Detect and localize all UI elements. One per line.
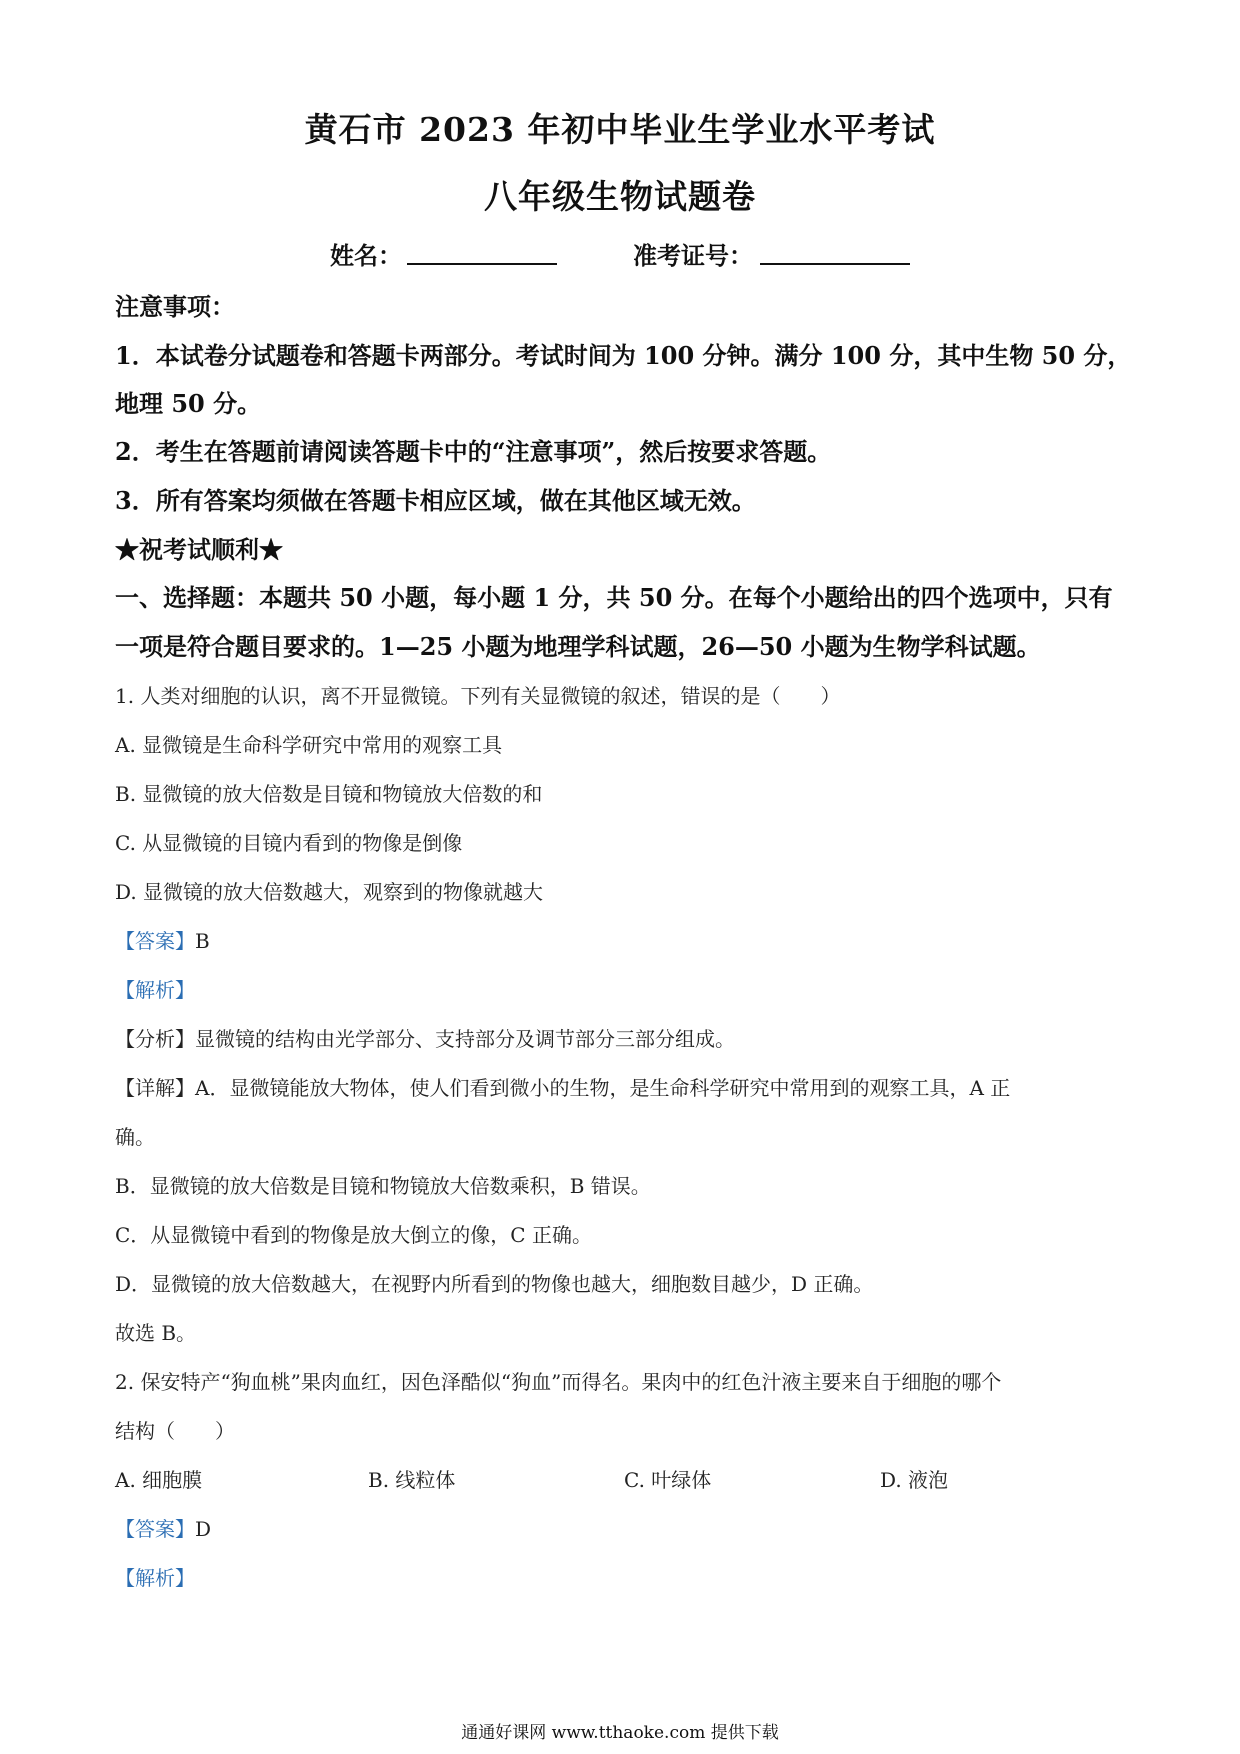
notice-item-3: 3．所有答案均须做在答题卡相应区域，做在其他区域无效。 xyxy=(115,486,756,515)
notice-heading: 注意事项： xyxy=(115,292,235,321)
question-2-option-c: C. 叶绿体 xyxy=(624,1468,712,1492)
answer-tag: 【答案】 xyxy=(115,929,195,953)
good-luck: ★祝考试顺利★ xyxy=(115,535,283,564)
question-2-answer xyxy=(115,1513,211,1542)
question-2-option-a: A. 细胞膜 xyxy=(115,1468,203,1492)
answer-tag: 【答案】 xyxy=(115,1517,195,1541)
ticket-blank xyxy=(760,263,910,265)
name-label: 姓名： xyxy=(330,241,402,270)
question-1-option-d: D. 显微镜的放大倍数越大，观察到的物像就越大 xyxy=(115,880,544,904)
notice-item-1: 1．本试卷分试题卷和答题卡两部分。考试时间为 100 分钟。满分 100 分，其中生物 50 分， xyxy=(115,341,1132,370)
question-2-stem: 2. 保安特产“狗血桃”果肉血红，因色泽酷似“狗血”而得名。果肉中的红色汁液主要来自于细胞的哪个 xyxy=(115,1370,1002,1394)
question-1-option-a: A. 显微镜是生命科学研究中常用的观察工具 xyxy=(115,733,503,757)
question-1-detail-c: C．从显微镜中看到的物像是放大倒立的像，C 正确。 xyxy=(115,1223,592,1247)
question-1-fenxi: 【分析】显微镜的结构由光学部分、支持部分及调节部分三部分组成。 xyxy=(115,1027,735,1051)
answer-value: D xyxy=(195,1517,212,1541)
name-blank xyxy=(407,263,557,265)
question-1-answer xyxy=(115,925,210,954)
question-2-stem-cont: 结构（ ） xyxy=(115,1419,235,1443)
question-1-stem: 1. 人类对细胞的认识，离不开显微镜。下列有关显微镜的叙述，错误的是（ ） xyxy=(115,684,841,708)
question-1-option-c: C. 从显微镜的目镜内看到的物像是倒像 xyxy=(115,831,463,855)
question-1-conclusion: 故选 B。 xyxy=(115,1321,197,1345)
section-heading-cont: 一项是符合题目要求的。1—25 小题为地理学科试题，26—50 小题为生物学科试题。 xyxy=(115,632,1041,661)
exam-subtitle: 八年级生物试题卷 xyxy=(484,177,756,216)
question-2-option-b: B. 线粒体 xyxy=(368,1468,456,1492)
question-2-analysis-tag: 【解析】 xyxy=(115,1566,195,1590)
question-1-analysis-tag: 【解析】 xyxy=(115,978,195,1002)
exam-title: 黄石市 2023 年初中毕业生学业水平考试 xyxy=(304,110,936,149)
answer-value: B xyxy=(195,929,210,953)
question-2-option-d: D. 液泡 xyxy=(880,1468,949,1492)
question-1-detail: 【详解】A．显微镜能放大物体，使人们看到微小的生物，是生命科学研究中常用到的观察工具，A 正 xyxy=(115,1076,1011,1100)
section-heading: 一、选择题：本题共 50 小题，每小题 1 分，共 50 分。在每个小题给出的四个选项中，只有 xyxy=(115,583,1113,612)
footer-source: 通通好课网 www.tthaoke.com 提供下载 xyxy=(461,1723,779,1743)
notice-item-2: 2．考生在答题前请阅读答题卡中的“注意事项”，然后按要求答题。 xyxy=(115,437,832,466)
question-1-detail-d: D．显微镜的放大倍数越大，在视野内所看到的物像也越大，细胞数目越少，D 正确。 xyxy=(115,1272,874,1296)
question-1-detail-b: B．显微镜的放大倍数是目镜和物镜放大倍数乘积，B 错误。 xyxy=(115,1174,651,1198)
question-1-detail-cont: 确。 xyxy=(115,1125,155,1149)
ticket-label: 准考证号： xyxy=(633,241,753,270)
question-1-option-b: B. 显微镜的放大倍数是目镜和物镜放大倍数的和 xyxy=(115,782,543,806)
notice-item-1-cont: 地理 50 分。 xyxy=(115,389,262,418)
